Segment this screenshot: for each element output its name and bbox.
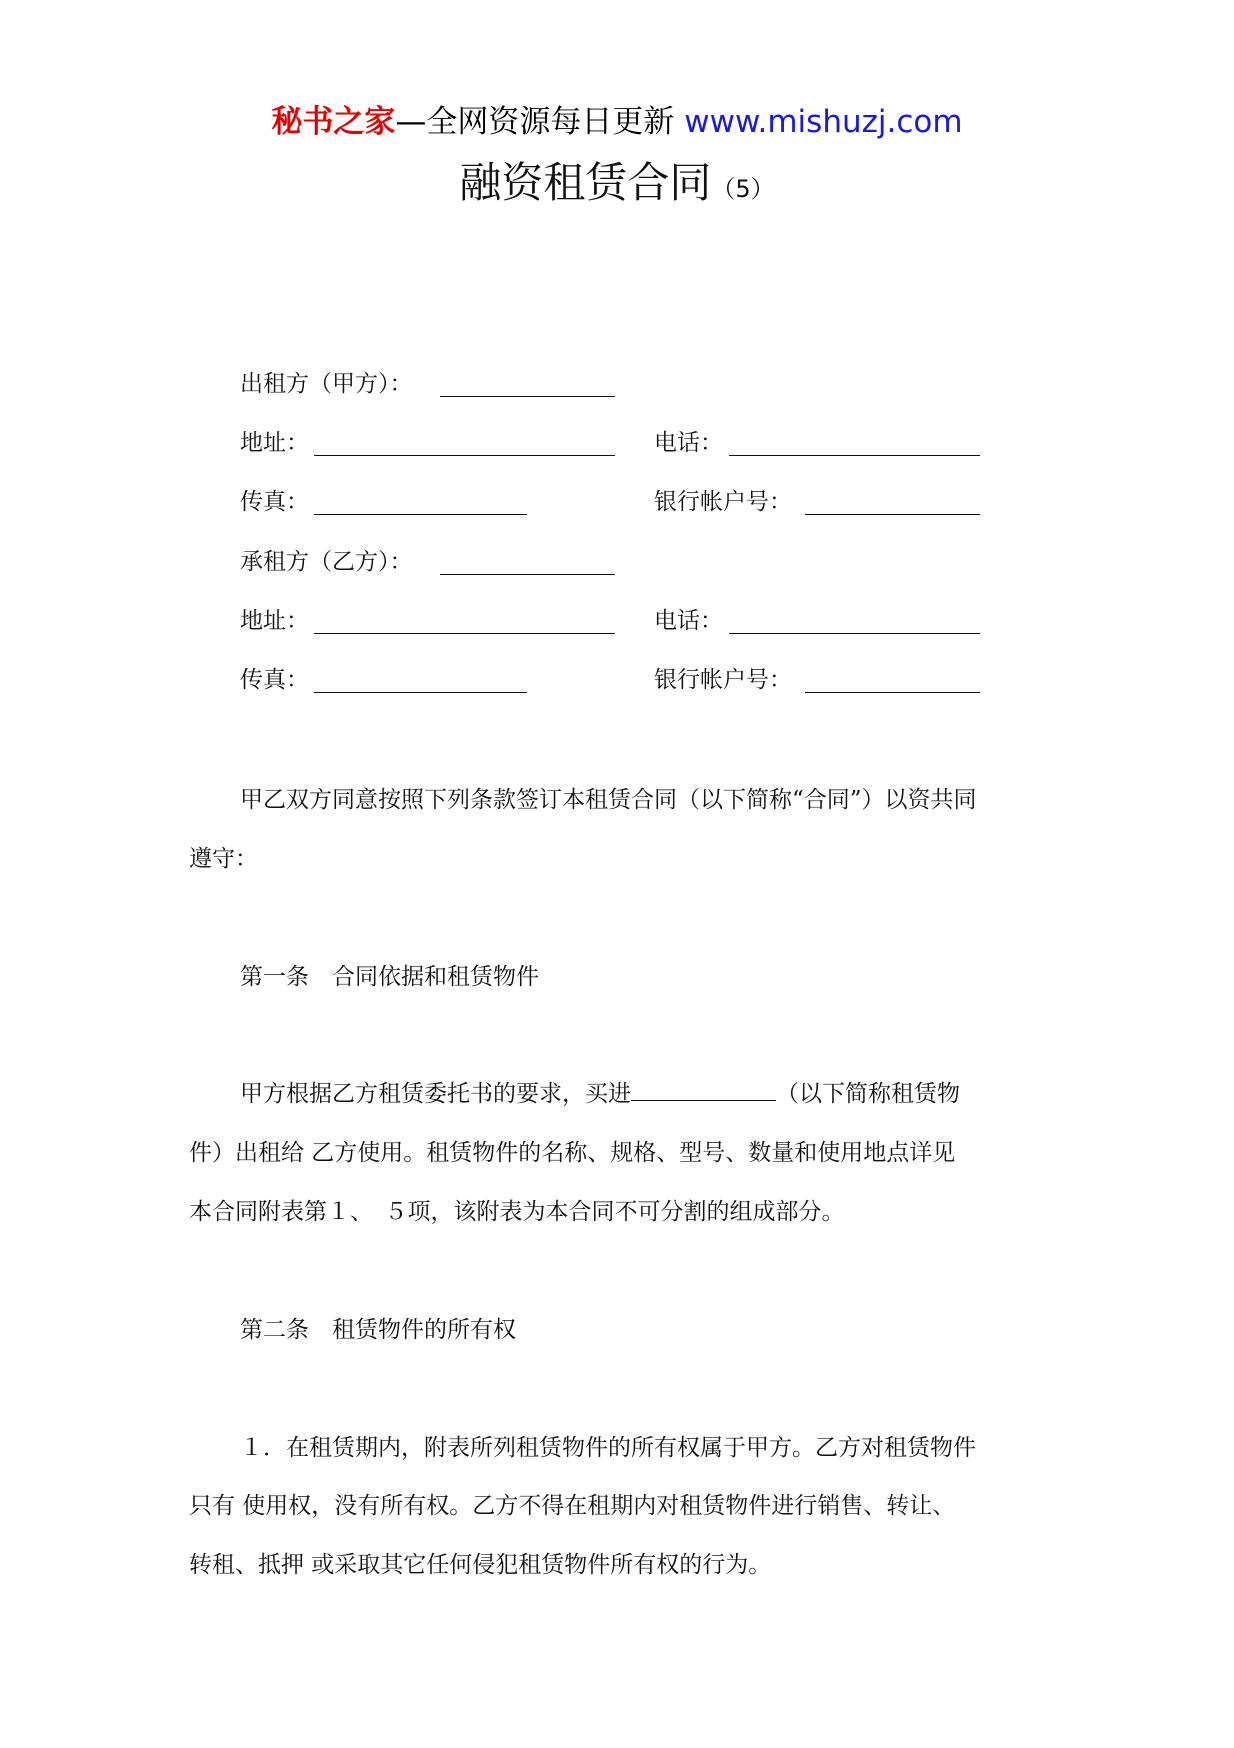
lessor-fax-label: 传真： [240,489,309,515]
article-1-heading: 第一条 合同依据和租赁物件 [240,964,539,990]
lessee-label: 承租方（乙方）： [240,549,413,575]
lessee-phone-label: 电话： [654,608,723,634]
site-url-link[interactable]: www.mishuzj.com [684,104,963,140]
title-suffix: （5） [711,175,775,203]
lessor-address-blank[interactable] [314,455,615,456]
lessor-phone-blank[interactable] [729,455,980,456]
lessor-bank-label: 银行帐户号： [654,489,792,515]
lessee-bank-blank[interactable] [805,692,980,693]
page-title [0,155,1234,217]
article-1-text-a: 甲方根据乙方租赁委托书的要求，买进 [240,1081,631,1107]
article-1-line-2: 件）出租给 乙方使用。租赁物件的名称、规格、型号、数量和使用地点详见 [189,1140,956,1166]
lessee-bank-label: 银行帐户号： [654,667,792,693]
lessee-fax-blank[interactable] [314,692,527,693]
article-2-line-2: 只有 使用权，没有所有权。乙方不得在租期内对租赁物件进行销售、转让、 [189,1493,956,1519]
article-1-text-b: （以下简称租赁物 [776,1081,960,1107]
lessor-bank-blank[interactable] [805,514,980,515]
lessor-fax-blank[interactable] [314,514,527,515]
site-slogan: —全网资源每日更新 [395,104,685,140]
article-2-line-3: 转租、抵押 或采取其它任何侵犯租赁物件所有权的行为。 [189,1552,772,1578]
lessee-address-label: 地址： [240,608,309,634]
article-1-line-3: 本合同附表第１、 ５项，该附表为本合同不可分割的组成部分。 [189,1199,845,1225]
lessee-name-blank[interactable] [440,574,615,575]
intro-line-1: 甲乙双方同意按照下列条款签订本租赁合同（以下简称“合同”）以资共同 [240,787,977,813]
site-banner [0,102,1234,142]
lessee-address-blank[interactable] [314,633,615,634]
brand-name: 秘书之家 [271,104,396,140]
lessee-fax-label: 传真： [240,667,309,693]
lessee-phone-blank[interactable] [729,633,980,634]
leased-item-blank[interactable] [631,1078,776,1101]
article-2-heading: 第二条 租赁物件的所有权 [240,1317,516,1343]
lessor-address-label: 地址： [240,430,309,456]
lessor-label: 出租方（甲方）： [240,371,413,397]
lessor-phone-label: 电话： [654,430,723,456]
article-2-line-1: １．在租赁期内，附表所列租赁物件的所有权属于甲方。乙方对租赁物件 [240,1435,976,1461]
title-text: 融资租赁合同 [459,158,712,207]
lessor-name-blank[interactable] [440,396,615,397]
intro-line-2: 遵守： [189,846,258,872]
article-1-line-1 [240,1078,960,1110]
